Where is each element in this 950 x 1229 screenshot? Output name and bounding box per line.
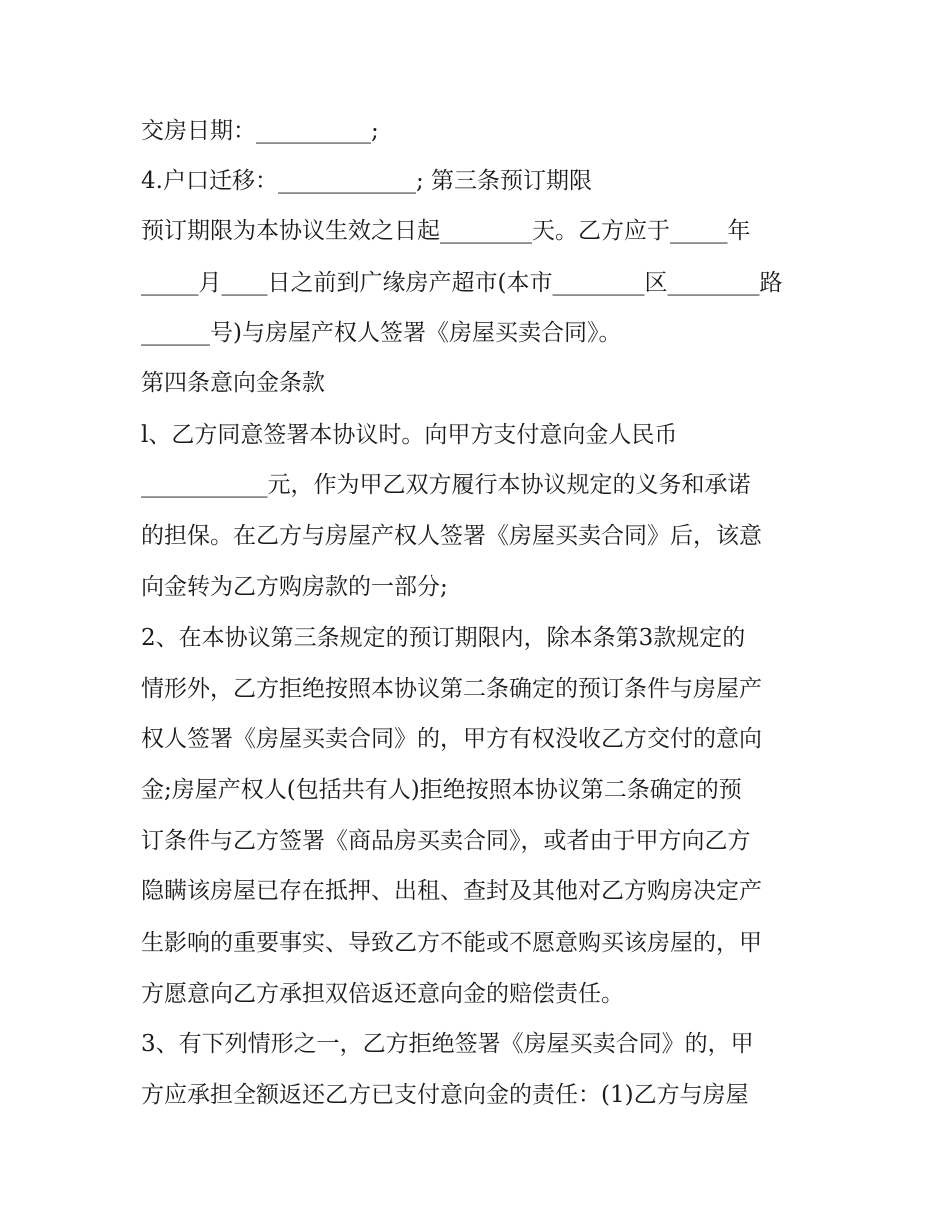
doc-line: 方愿意向乙方承担双倍返还意向金的赔偿责任。 [141, 981, 624, 1007]
section-heading: 第四条意向金条款 [141, 370, 325, 396]
doc-line: ___________元，作为甲乙双方履行本协议规定的义务和承诺 [141, 472, 751, 498]
doc-line: 的担保。在乙方与房屋产权人签署《房屋买卖合同》后，该意 [141, 523, 762, 549]
doc-line: 订条件与乙方签署《商品房买卖合同》，或者由于甲方向乙方 [141, 828, 751, 854]
doc-line: ______号)与房屋产权人签署《房屋买卖合同》。 [141, 320, 622, 346]
doc-line: 方应承担全额返还乙方已支付意向金的责任：(1)乙方与房屋 [141, 1082, 749, 1108]
doc-line: 2、在本协议第三条规定的预订期限内，除本条第3款规定的 [141, 625, 746, 651]
doc-line: 3、有下列情形之一，乙方拒绝签署《房屋买卖合同》的，甲 [141, 1031, 754, 1057]
doc-line: _____月____日之前到广缘房产超市(本市________区________路 [141, 270, 783, 296]
doc-line: 情形外，乙方拒绝按照本协议第二条确定的预订条件与房屋产 [141, 676, 762, 702]
doc-line: 预订期限为本协议生效之日起________天。乙方应于_____年 [141, 218, 751, 244]
doc-line: 交房日期：__________; [141, 118, 379, 144]
doc-line: 金;房屋产权人(包括共有人)拒绝按照本协议第二条确定的预 [141, 777, 742, 803]
doc-line: 生影响的重要事实、导致乙方不能或不愿意购买该房屋的，甲 [141, 930, 762, 956]
doc-line: 向金转为乙方购房款的一部分; [141, 574, 448, 600]
doc-line: 权人签署《房屋买卖合同》的，甲方有权没收乙方交付的意向 [141, 726, 762, 752]
doc-line: 4.户口迁移：____________; 第三条预订期限 [141, 168, 593, 194]
doc-line: l、乙方同意签署本协议时。向甲方支付意向金人民币 [141, 422, 678, 448]
doc-line: 隐瞒该房屋已存在抵押、出租、查封及其他对乙方购房决定产 [141, 878, 762, 904]
